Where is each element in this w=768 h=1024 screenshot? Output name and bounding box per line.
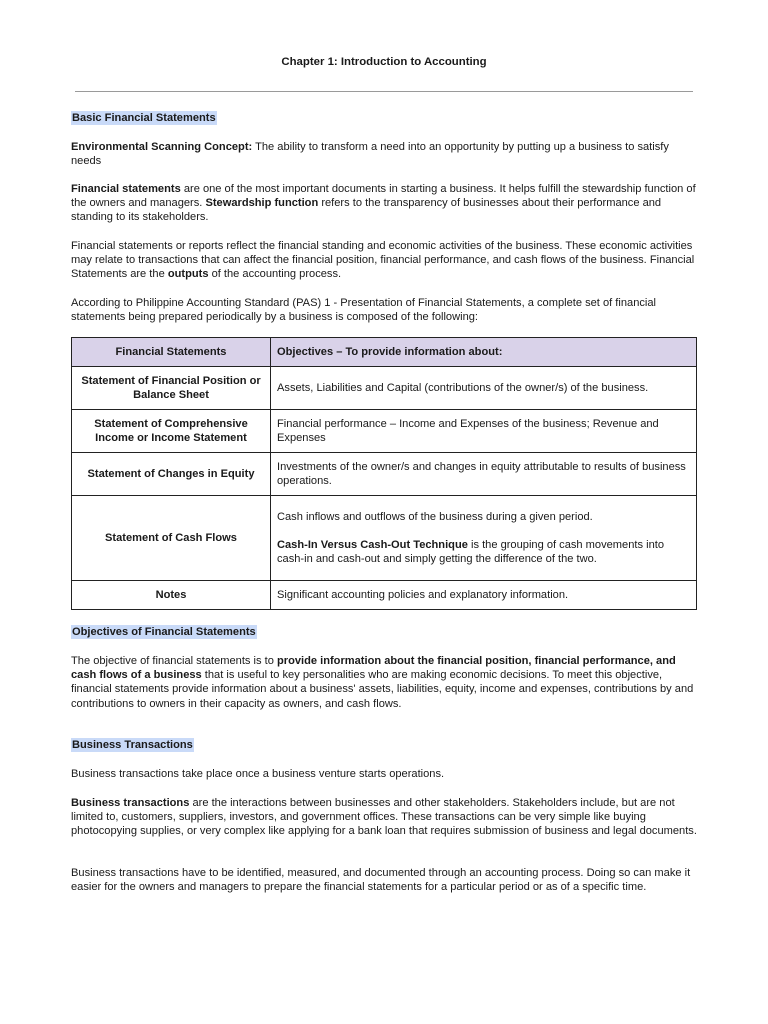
- table-cell-statement: Statement of Financial Position or Balance Sheet: [72, 367, 271, 410]
- table-row: [72, 581, 697, 610]
- term-outputs: outputs: [167, 268, 209, 281]
- paragraph-transactions-definition: Business transactions are the interactions between businesses and other stakeholders. Stakeholders include, but are not limited to, customers, suppliers, investors, and government offices. These transactions can be very simple like buying photocopying supplies, or very complex like applying for a bank loan that requires submission of business and legal documents.: [71, 797, 697, 838]
- term-financial-statements: Financial statements: [71, 183, 181, 195]
- table-cell-statement: Statement of Comprehensive Income or Income Statement: [72, 410, 271, 453]
- table-row: [72, 367, 697, 410]
- table-cell-objective: Investments of the owner/s and changes in equity attributable to results of business operations.: [271, 453, 697, 496]
- table-cell-objective: Financial performance – Income and Expenses of the business; Revenue and Expenses: [271, 410, 697, 453]
- paragraph-transactions-process: Business transactions have to be identified, measured, and documented through an accounting process. Doing so can make it easier for the owners and managers to prepare the financial statements for a particular period or as of a specific time.: [71, 867, 691, 894]
- section-heading-business-transactions: Business Transactions: [72, 739, 193, 751]
- table-row: [72, 453, 697, 496]
- section-heading-objectives: Objectives of Financial Statements: [72, 626, 256, 638]
- paragraph-financial-statements: Financial statements are one of the most important documents in starting a business. It helps fulfill the stewardship function of the owners and managers. Stewardship function refers to the transparency of businesses about their performance and standing to its stakeholders.: [71, 183, 696, 224]
- paragraph-environmental-scanning: Environmental Scanning Concept: The ability to transform a need into an opportunity by putting up a business to satisfy needs: [71, 141, 669, 168]
- horizontal-divider: [75, 91, 693, 92]
- term-stewardship-function: Stewardship function: [205, 197, 319, 210]
- term-environmental-scanning: Environmental Scanning Concept:: [71, 141, 253, 153]
- table-cell-statement: Notes: [72, 581, 271, 610]
- table-header-row: [72, 338, 697, 367]
- table-cell-statement: Statement of Cash Flows: [72, 496, 271, 581]
- cash-in-cash-out-note: Cash-In Versus Cash-Out Technique is the grouping of cash movements into cash-in and cash-out and simply getting the difference of the two.: [277, 538, 664, 566]
- table-cell-objective: Significant accounting policies and explanatory information.: [271, 581, 697, 610]
- table-row: [72, 496, 697, 581]
- paragraph-transactions-start: Business transactions take place once a business venture starts operations.: [71, 768, 445, 780]
- term-business-transactions: Business transactions: [71, 797, 190, 809]
- table-header-objectives: Objectives – To provide information about:: [271, 338, 697, 367]
- cash-flows-objective: Cash inflows and outflows of the business during a given period.: [277, 510, 593, 523]
- table-header-statements: Financial Statements: [72, 338, 271, 367]
- paragraph-pas-1: According to Philippine Accounting Standard (PAS) 1 - Presentation of Financial Statements, a complete set of financial statements being prepared periodically by a business is composed of the following:: [71, 297, 657, 324]
- paragraph-objective: The objective of financial statements is to provide information about the financial position, financial performance, and cash flows of a business that is useful to key personalities who are making economic decisions. To meet this objective, financial statements provide information about a business' assets, liabilities, equity, income and expenses, contributions by and contributions to owners in their capacity as owners, and cash flows.: [71, 655, 694, 710]
- section-heading-basic-financial-statements: Basic Financial Statements: [72, 112, 216, 124]
- paragraph-financial-reports: Financial statements or reports reflect the financial standing and economic activities of the business. These economic activities may relate to transactions that can affect the financial position, financial performance, and cash flows of the business. Financial Statements are the outputs of the accounting process.: [71, 240, 695, 281]
- term-cash-in-versus-cash-out: Cash-In Versus Cash-Out Technique: [277, 538, 468, 551]
- page-title: Chapter 1: Introduction to Accounting: [281, 56, 487, 68]
- table-cell-objective: [271, 496, 697, 581]
- table-row: [72, 410, 697, 453]
- table-cell-objective: Assets, Liabilities and Capital (contributions of the owner/s) of the business.: [271, 367, 697, 410]
- financial-statements-table: [71, 337, 697, 610]
- term-provide-information: provide information about the financial position, financial performance, and cash flows of a business: [71, 655, 676, 682]
- table-cell-statement: Statement of Changes in Equity: [72, 453, 271, 496]
